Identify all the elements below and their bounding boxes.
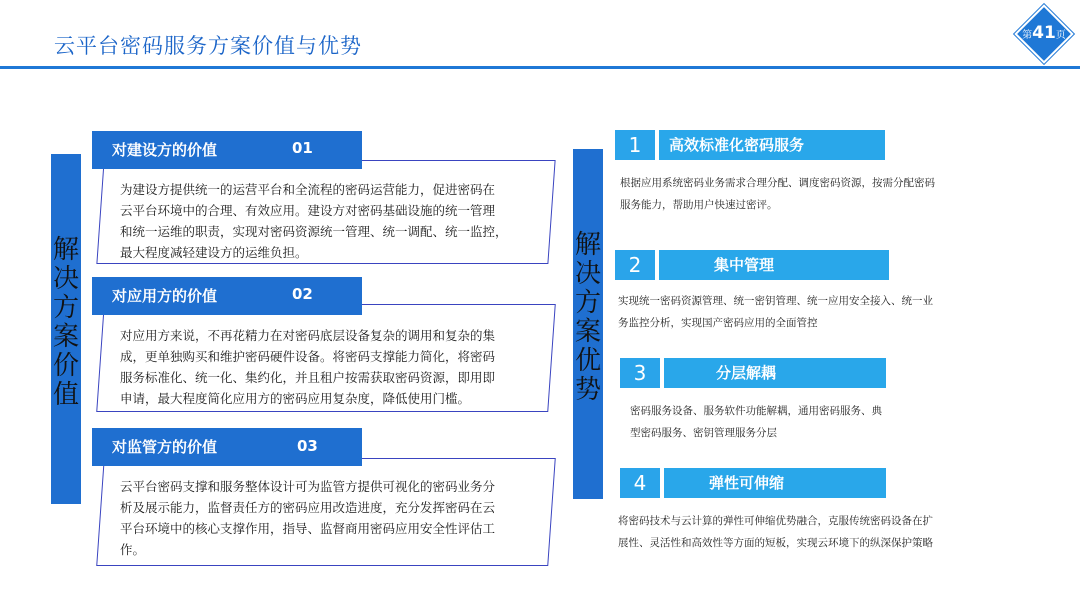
value-label-char: 价 [52, 351, 79, 381]
text-line: 平台环境中的核心支撑作用，指导、监督商用密码应用安全性评估工 [120, 521, 496, 536]
advantage-title: 分层解耦 [664, 358, 886, 388]
advantage-number: 1 [615, 130, 657, 160]
advantage-label-char: 方 [574, 288, 601, 318]
text-line: 最大程度减轻建设方的运维负担。 [120, 245, 308, 260]
text-line: 成，更单独购买和维护密码硬件设备。将密码支撑能力简化，将密码 [120, 349, 496, 364]
value-card-header [92, 277, 362, 315]
advantage-text-1 [620, 172, 1000, 216]
value-card-header [92, 131, 362, 169]
text-line: 务监控分析，实现国产密码应用的全面管控 [618, 317, 818, 329]
page-suffix: 页 [1055, 30, 1066, 41]
page-number: 41 [1032, 23, 1056, 43]
text-line: 对应用方来说，不再花精力在对密码底层设备复杂的调用和复杂的集 [120, 328, 496, 343]
text-line: 将密码技术与云计算的弹性可伸缩优势融合，克服传统密码设备在扩 [618, 515, 933, 527]
text-line: 为建设方提供统一的运营平台和全流程的密码运营能力，促进密码在 [120, 182, 496, 197]
advantage-title: 弹性可伸缩 [664, 468, 886, 498]
advantage-number: 3 [620, 358, 662, 388]
value-card-text [120, 476, 540, 560]
title-divider [0, 66, 1080, 69]
value-card-title: 对监管方的价值 [112, 438, 218, 456]
value-label-char: 决 [52, 264, 79, 294]
value-card-text [120, 325, 540, 409]
text-line: 密码服务设备、服务软件功能解耦，通用密码服务、典 [630, 405, 882, 417]
advantage-text-4 [618, 510, 1008, 554]
text-line: 和统一运维的职责，实现对密码资源统一管理、统一调配、统一监控， [120, 224, 508, 239]
text-line: 作。 [120, 542, 146, 557]
value-label-char: 解 [52, 235, 79, 265]
text-line: 云平台环境中的合理、有效应用。建设方对密码基础设施的统一管理 [120, 203, 496, 218]
advantage-label-char: 决 [574, 259, 601, 289]
advantage-label-char: 解 [574, 230, 601, 260]
advantage-number: 4 [620, 468, 662, 498]
value-card-title: 对建设方的价值 [112, 141, 218, 159]
value-label-char: 案 [52, 322, 79, 352]
advantage-label-char: 优 [574, 346, 601, 376]
value-card-number: 03 [297, 437, 318, 455]
text-line: 服务能力，帮助用户快速过密评。 [620, 199, 778, 211]
text-line: 展性、灵活性和高效性等方面的短板，实现云环境下的纵深保护策略 [618, 537, 933, 549]
value-label-char: 方 [52, 293, 79, 323]
value-vertical-label [48, 236, 84, 410]
advantage-title: 集中管理 [659, 250, 889, 280]
value-card-number: 01 [292, 139, 313, 157]
value-card-title: 对应用方的价值 [112, 287, 218, 305]
text-line: 实现统一密码资源管理、统一密钥管理、统一应用安全接入、统一业 [618, 295, 933, 307]
page-number-badge [1017, 7, 1071, 61]
advantage-title: 高效标准化密码服务 [659, 130, 885, 160]
text-line: 服务标准化、统一化、集约化，并且租户按需获取密码资源，即用即 [120, 370, 496, 385]
value-card-text [120, 179, 540, 263]
text-line: 根据应用系统密码业务需求合理分配、调度密码资源，按需分配密码 [620, 177, 935, 189]
text-line: 析及展示能力，监督责任方的密码应用改造进度，充分发挥密码在云 [120, 500, 496, 515]
advantage-text-2 [618, 290, 998, 334]
advantage-text-3 [630, 400, 960, 444]
text-line: 申请，最大程度简化应用方的密码应用复杂度，降低使用门槛。 [120, 391, 471, 406]
value-label-char: 值 [52, 380, 79, 410]
advantage-label-char: 势 [574, 375, 601, 405]
text-line: 型密码服务、密钥管理服务分层 [630, 427, 777, 439]
advantage-vertical-label [570, 231, 606, 405]
value-card-number: 02 [292, 285, 313, 303]
value-card-header [92, 428, 362, 466]
text-line: 云平台密码支撑和服务整体设计可为监管方提供可视化的密码业务分 [120, 479, 496, 494]
page-title: 云平台密码服务方案价值与优势 [54, 34, 362, 58]
page-prefix: 第 [1022, 30, 1033, 41]
advantage-number: 2 [615, 250, 657, 280]
advantage-label-char: 案 [574, 317, 601, 347]
page-number-text [1017, 23, 1071, 43]
